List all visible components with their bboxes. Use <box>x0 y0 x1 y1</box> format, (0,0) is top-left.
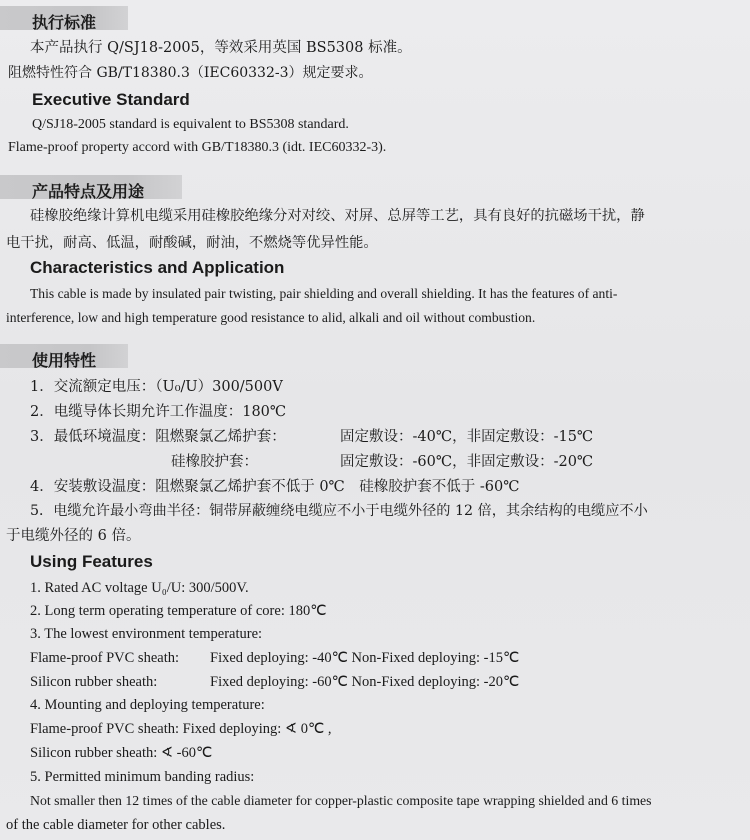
standard-en-line-1: Q/SJ18-2005 standard is equivalent to BS5308 standard. <box>32 117 349 132</box>
standard-en-title: Executive Standard <box>32 90 190 109</box>
characteristics-cn-line-1: 硅橡胶绝缘计算机电缆采用硅橡胶绝缘分对对绞、对屏、总屏等工艺，具有良好的抗磁场干扰，静 <box>30 208 645 224</box>
features-en-item-4-si: Silicon rubber sheath: ∢ -60℃ <box>30 745 213 761</box>
characteristics-en-line-2: interference, low and high temperature good resistance to alid, alkali and oil without combustion. <box>6 310 536 325</box>
features-cn-item-5-line-2: 于电缆外径的 6 倍。 <box>6 528 141 544</box>
features-cn-item-4: 4．安装敷设温度：阻燃聚氯乙烯护套不低于 0℃ 硅橡胶护套不低于 -60℃ <box>30 479 520 495</box>
features-en-title: Using Features <box>30 552 153 571</box>
section-header-features <box>0 344 128 368</box>
features-en-pvc-values: Fixed deploying: -40℃ Non-Fixed deploying: -15℃ <box>210 650 520 666</box>
features-en-item-1: 1. Rated AC voltage U₀/U: 300/500V. <box>30 580 249 596</box>
features-en-item-5-line-2: of the cable diameter for other cables. <box>6 817 226 833</box>
standard-en-line-2: Flame-proof property accord with GB/T18380.3 (idt. IEC60332-3). <box>8 140 387 155</box>
standard-cn-line-2: 阻燃特性符合 GB/T18380.3（IEC60332-3）规定要求。 <box>8 65 373 81</box>
features-en-si-label: Silicon rubber sheath: <box>30 674 158 690</box>
characteristics-cn-line-2: 电干扰，耐高、低温，耐酸碱，耐油，不燃烧等优异性能。 <box>6 235 378 251</box>
features-cn-item-3-values-1: 固定敷设：-40℃，非固定敷设：-15℃ <box>340 429 594 445</box>
features-cn-item-5-line-1: 5．电缆允许最小弯曲半径：铜带屏蔽缠绕电缆应不小于电缆外径的 12 倍，其余结构的电缆应不小 <box>30 503 648 519</box>
section-title-standard: 执行标准 <box>32 13 97 32</box>
features-en-si-values: Fixed deploying: -60℃ Non-Fixed deploying: -20℃ <box>210 674 520 690</box>
section-header-standard <box>0 6 128 30</box>
features-en-item-5: 5. Permitted minimum banding radius: <box>30 769 255 785</box>
features-en-item-4-pvc: Flame-proof PVC sheath: Fixed deploying: ∢ 0℃ , <box>30 721 332 737</box>
features-cn-item-3-label-2: 硅橡胶护套： <box>171 454 258 470</box>
features-en-item-2: 2. Long term operating temperature of core: 180℃ <box>30 603 327 619</box>
features-cn-item-2: 2．电缆导体长期允许工作温度：180℃ <box>30 404 287 420</box>
features-cn-item-1: 1．交流额定电压：（U₀/U）300/500V <box>30 379 283 395</box>
characteristics-en-line-1: This cable is made by insulated pair twisting, pair shielding and overall shielding. It has the features of anti- <box>30 286 618 301</box>
features-cn-item-3-values-2: 固定敷设：-60℃，非固定敷设：-20℃ <box>340 454 594 470</box>
standard-cn-line-1: 本产品执行 Q/SJ18-2005，等效采用英国 BS5308 标准。 <box>30 40 412 56</box>
features-en-item-3: 3. The lowest environment temperature: <box>30 626 263 642</box>
section-title-characteristics: 产品特点及用途 <box>32 182 145 201</box>
features-en-item-5-line-1: Not smaller then 12 times of the cable diameter for copper-plastic composite tape wrapping shielded and 6 times <box>30 793 652 808</box>
features-en-pvc-label: Flame-proof PVC sheath: <box>30 650 180 666</box>
section-header-characteristics <box>0 175 182 199</box>
characteristics-en-title: Characteristics and Application <box>30 258 285 277</box>
features-cn-item-3-label: 3．最低环境温度：阻燃聚氯乙烯护套： <box>30 429 286 445</box>
section-title-features: 使用特性 <box>32 351 97 370</box>
features-en-item-4: 4. Mounting and deploying temperature: <box>30 697 265 713</box>
